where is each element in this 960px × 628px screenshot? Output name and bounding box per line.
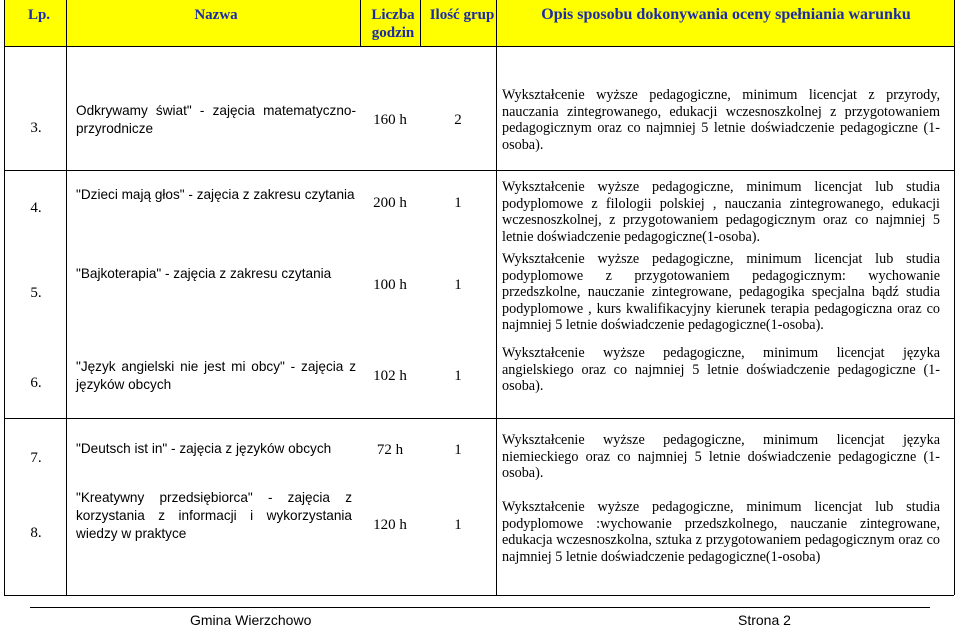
row-godziny: 120 h [373,517,407,533]
header-ilosc-grup: Ilość grup [429,7,495,23]
footer-page-number: Strona 2 [738,612,791,628]
header-opis: Opis sposobu dokonywania oceny spełniania warunku [541,6,911,23]
row-nazwa: "Dzieci mają głos" - zajęcia z zakresu czytania [76,187,355,202]
row-nazwa: Odkrywamy świat" - zajęcia matematyczno-przyrodnicze [76,103,356,136]
row-opis: Wykształcenie wyższe pedagogiczne, minimum licencjat lub studia podyplomowe z filologii polskiej , nauczania zintegrowanego, edukacji wczesnoszkolnej, z przygotowaniem pedagogicznym oraz co najmniej 5 letnie doświadczenie pedagogiczne(1-osoba). [502,179,940,245]
row-nazwa: "Deutsch ist in" - zajęcia z języków obcych [76,441,332,456]
row-godziny: 200 h [373,195,407,211]
footer-left: Gmina Wierzchowo [190,612,312,628]
column-border [360,0,361,46]
row-lp: 5. [30,285,42,301]
table-header [4,0,954,47]
row-godziny: 72 h [376,442,404,458]
column-border [496,0,497,595]
row-opis: Wykształcenie wyższe pedagogiczne, minimum licencjat języka niemieckiego oraz co najmniej 5 letnie doświadczenie pedagogiczne (1-osoba). [502,432,940,482]
column-border [420,0,421,46]
header-liczba-godzin: Liczba godzin [371,7,415,41]
column-border [4,0,5,595]
row-godziny: 160 h [373,112,407,128]
column-border [66,0,67,595]
row-opis: Wykształcenie wyższe pedagogiczne, minimum licencjat lub studia podyplomowe z przygotowaniem pedagogicznym: wychowanie przedszkolne, nauczanie zintegrowane, pedagogika specjalna bądź studia podyplomowe , kurs kwalifikacyjny kierunek terapia pedagogiczna oraz co najmniej 5 letnie doświadczenie pedagogiczne(1-osoba). [502,251,940,334]
row-grupy: 1 [454,368,462,384]
row-lp: 8. [30,525,42,541]
row-nazwa: "Język angielski nie jest mi obcy" - zajęcia z języków obcych [76,359,356,392]
row-lp: 4. [30,200,42,216]
row-grupy: 1 [454,517,462,533]
row-lp: 6. [30,375,42,391]
row-separator [4,170,954,171]
row-grupy: 1 [454,195,462,211]
row-lp: 3. [30,120,42,136]
row-opis: Wykształcenie wyższe pedagogiczne, minimum licencjat z przyrody, nauczania zintegrowanego, edukacji wczesnoszkolnej z przygotowaniem pedagogicznym oraz co najmniej 5 letnie doświadczenie pedagogiczne (1-osoba). [502,87,940,153]
row-godziny: 102 h [373,368,407,384]
row-opis: Wykształcenie wyższe pedagogiczne, minimum licencjat języka angielskiego oraz co najmniej 5 letnie doświadczenie pedagogiczne (1-osoba). [502,345,940,395]
column-border [954,0,955,595]
row-separator [4,595,954,596]
row-grupy: 1 [454,442,462,458]
row-grupy: 1 [454,277,462,293]
footer-divider [30,607,930,608]
row-separator [4,418,954,419]
row-opis: Wykształcenie wyższe pedagogiczne, minimum licencjat lub studia podyplomowe :wychowanie przedszkolnego, nauczanie zintegrowane, edukacja wczesnoszkolna, sztuka z przygotowaniem pedagogicznym oraz co najmniej 5 letnie doświadczenie pedagogiczne(1-osoba) [502,499,940,565]
header-nazwa: Nazwa [194,7,238,23]
row-godziny: 100 h [373,277,407,293]
row-nazwa: "Bajkoterapia" - zajęcia z zakresu czytania [76,266,332,281]
row-lp: 7. [30,450,42,466]
header-lp: Lp. [27,7,51,23]
row-nazwa: "Kreatywny przedsiębiorca" - zajęcia z korzystania z informacji i wykorzystania wiedzy w praktyce [76,490,352,541]
row-grupy: 2 [454,112,462,128]
